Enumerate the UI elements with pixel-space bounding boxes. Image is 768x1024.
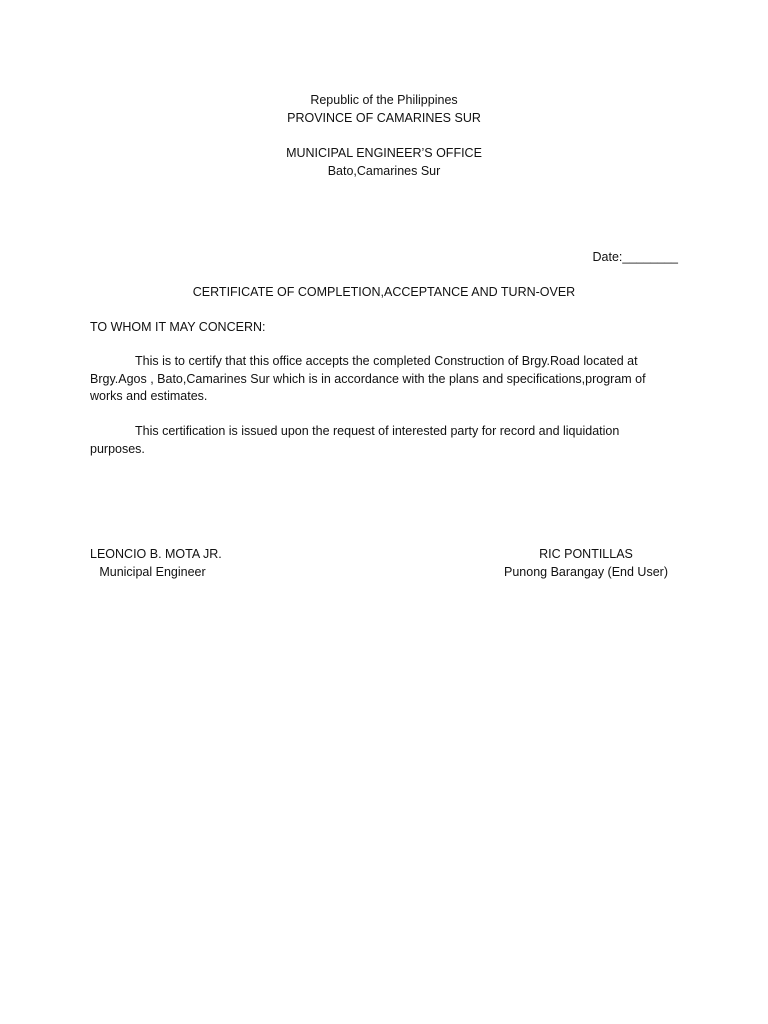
header-location: Bato,Camarines Sur xyxy=(327,164,441,178)
header-republic: Republic of the Philippines xyxy=(310,93,458,107)
signatory-left xyxy=(90,545,222,581)
signatory-right-name: RIC PONTILLAS xyxy=(539,547,633,561)
header-office: MUNICIPAL ENGINEER’S OFFICE xyxy=(286,146,482,160)
paragraph-acceptance xyxy=(90,353,655,406)
header-province: PROVINCE OF CAMARINES SUR xyxy=(287,111,481,125)
paragraph-acceptance-line-3: works and estimates. xyxy=(90,389,208,403)
signatory-right-title: Punong Barangay (End User) xyxy=(504,565,668,579)
paragraph-acceptance-line-1: This is to certify that this office accepts the completed Construction of Brgy.Road located at xyxy=(135,354,638,368)
salutation: TO WHOM IT MAY CONCERN: xyxy=(90,320,266,334)
paragraph-acceptance-line-2: Brgy.Agos , Bato,Camarines Sur which is in accordance with the plans and specifications,program of xyxy=(90,371,646,386)
paragraph-purpose xyxy=(90,423,655,458)
signatory-right xyxy=(500,545,672,581)
certificate-title: CERTIFICATE OF COMPLETION,ACCEPTANCE AND TURN-OVER xyxy=(192,285,576,299)
date-field: Date:________ xyxy=(592,250,678,264)
paragraph-purpose-line-1: This certification is issued upon the request of interested party for record and liquidation xyxy=(135,424,620,438)
signatory-left-title: Municipal Engineer xyxy=(99,565,206,579)
paragraph-purpose-line-2: purposes. xyxy=(90,441,145,456)
signatory-left-name: LEONCIO B. MOTA JR. xyxy=(90,547,222,561)
